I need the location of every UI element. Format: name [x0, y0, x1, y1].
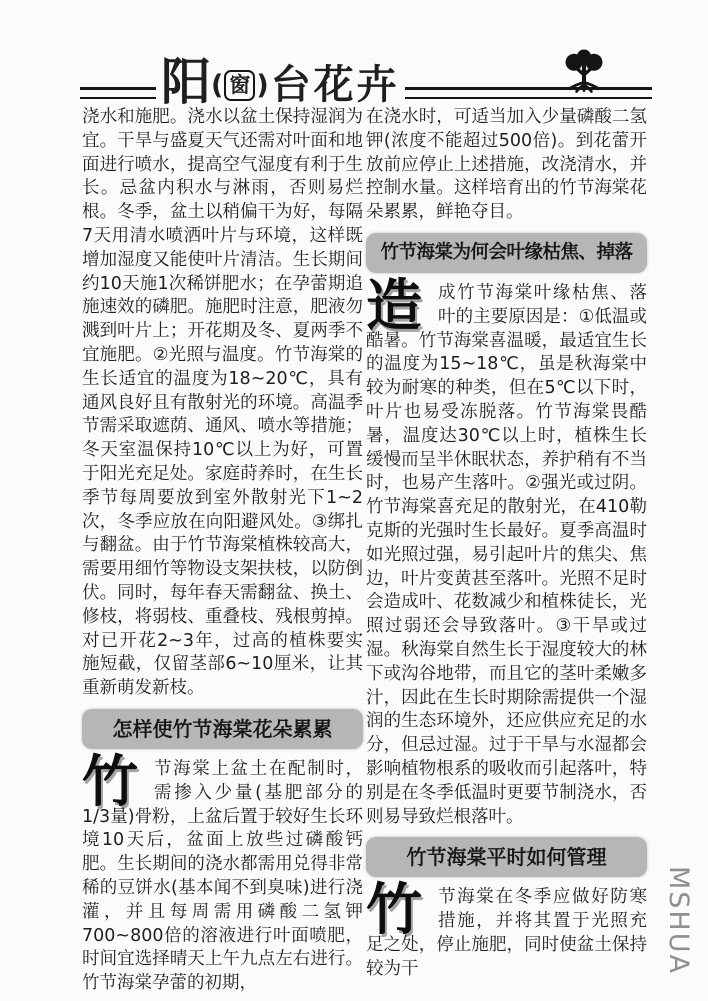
paragraph-potting-soil-mix: [82, 749, 363, 996]
paragraph-text: 节海棠上盆土在配制时，需掺入少量(基肥部分的1/3量)骨粉，上盆后置于较好生长环境10天后，盆面上放些过磷酸钙肥。生长期间的浇水都需用兑得非常稀的豆饼水(基本闻不到臭味)进行浇灌，并且每周需用磷酸二氢钾700~800倍的溶液进行叶面喷肥，时间宜选择晴天上午九点左右进行。竹节海棠孕蕾的初期，: [82, 758, 363, 994]
paragraph-leaf-scorch-causes: [366, 273, 647, 829]
paragraph-watering-and-fertilizing: 浇水和施肥。浇水以盆土保持湿润为宜。干旱与盛夏天气还需对叶面和地面进行喷水，提高空气湿度有利于生长。忌盆内积水与淋雨，否则易烂根。冬季，盆土以稍偏干为好，每隔7天用清水喷洒叶片与环境，这样既增加湿度又能使叶片清洁。生长期间约10天施1次稀饼肥水；在孕蕾期追施速效的磷肥。施肥时注意，肥液勿溅到叶片上；开花期及冬、夏两季不宜施肥。②光照与温度。竹节海棠的生长适宜的温度为18~20℃，具有通风良好且有散射光的环境。高温季节需采取遮荫、通风、喷水等措施；冬天室温保持10℃以上为好，可置于阳光充足处。家庭莳养时，在生长季节每周要放到室外散射光下1~2次，冬季应放在向阳避风处。③绑扎与翻盆。由于竹节海棠植株较高大，需要用细竹等物设支架扶枝，以防倒伏。同时，每年春天需翻盆、换土、修枝，将弱枝、重叠枝、残根剪掉。对已开花2~3年，过高的植株要实施短截，仅留茎部6~10厘米，让其重新萌发新枝。: [82, 107, 363, 699]
title-rest: 台花卉: [270, 62, 400, 108]
header-rule-right: [405, 87, 652, 99]
dropcap-zao: 造: [366, 273, 422, 339]
plant-sprout-icon: [560, 49, 608, 97]
paragraph-text: 成竹节海棠叶缘枯焦、落叶的主要原因是：①低温或酷暑。竹节海棠喜温暖，最适宜生长的温度为15~18℃，虽是秋海棠中较为耐寒的种类，但在5℃以下时，叶片也易受冻脱落。竹节海棠畏酷暑，温度达30℃以上时，植株生长缓慢而呈半休眠状态，养护稍有不当时，也易产生落叶。②强光或过阴。竹节海棠喜充足的散射光，在410勒克斯的光强时生长最好。夏季高温时如光照过强，易引起叶片的焦尖、焦边，叶片变黄甚至落叶。光照不足时会造成叶、花数减少和植株徒长，光照过弱还会导致落叶。③干旱或过湿。秋海棠自然生长于湿度较大的林下或沟谷地带，而且它的茎叶柔嫩多汁，因此在生长时期除需提供一个湿润的生态环境外，还应供应充足的水分，但忌过湿。过于干旱与水湿都会影响植物根系的吸收而引起落叶，特别是在冬季低温时更要节制浇水，否则易导致烂根落叶。: [366, 282, 647, 827]
section-header-leaf-scorch-drop: 竹节海棠为何会叶缘枯焦、掉落: [366, 233, 647, 273]
title-paren-open: (: [211, 70, 224, 101]
paragraph-winter-care: [366, 878, 647, 981]
header-rule-left: [80, 87, 156, 99]
right-column: [366, 106, 647, 982]
paragraph-phosphate-watering: 在浇水时，可适当加入少量磷酸二氢钾(浓度不能超过500倍)。到花蕾开放前应停止上述措施，改浇清水，并控制水量。这样培育出的竹节海棠花朵累累，鲜艳夺目。: [366, 107, 647, 223]
left-column: [82, 106, 363, 996]
page-title: [161, 53, 400, 111]
title-char-yang: 阳: [161, 53, 211, 111]
title-boxed-char-chuang: 窗: [224, 70, 255, 101]
dropcap-zhu: 竹: [82, 749, 138, 815]
dropcap-zhu-2: 竹: [366, 878, 422, 944]
watermark-mshua: MSHUA: [663, 866, 694, 975]
paragraph-text: 节海棠在冬季应做好防寒措施，并将其置于光照充足之处，停止施肥，同时使盆土保持较为干: [366, 887, 647, 979]
section-header-flower-abundance: 怎样使竹节海棠花朵累累: [82, 709, 363, 749]
title-paren-close: ): [256, 70, 269, 101]
section-header-daily-care: 竹节海棠平时如何管理: [366, 837, 647, 877]
